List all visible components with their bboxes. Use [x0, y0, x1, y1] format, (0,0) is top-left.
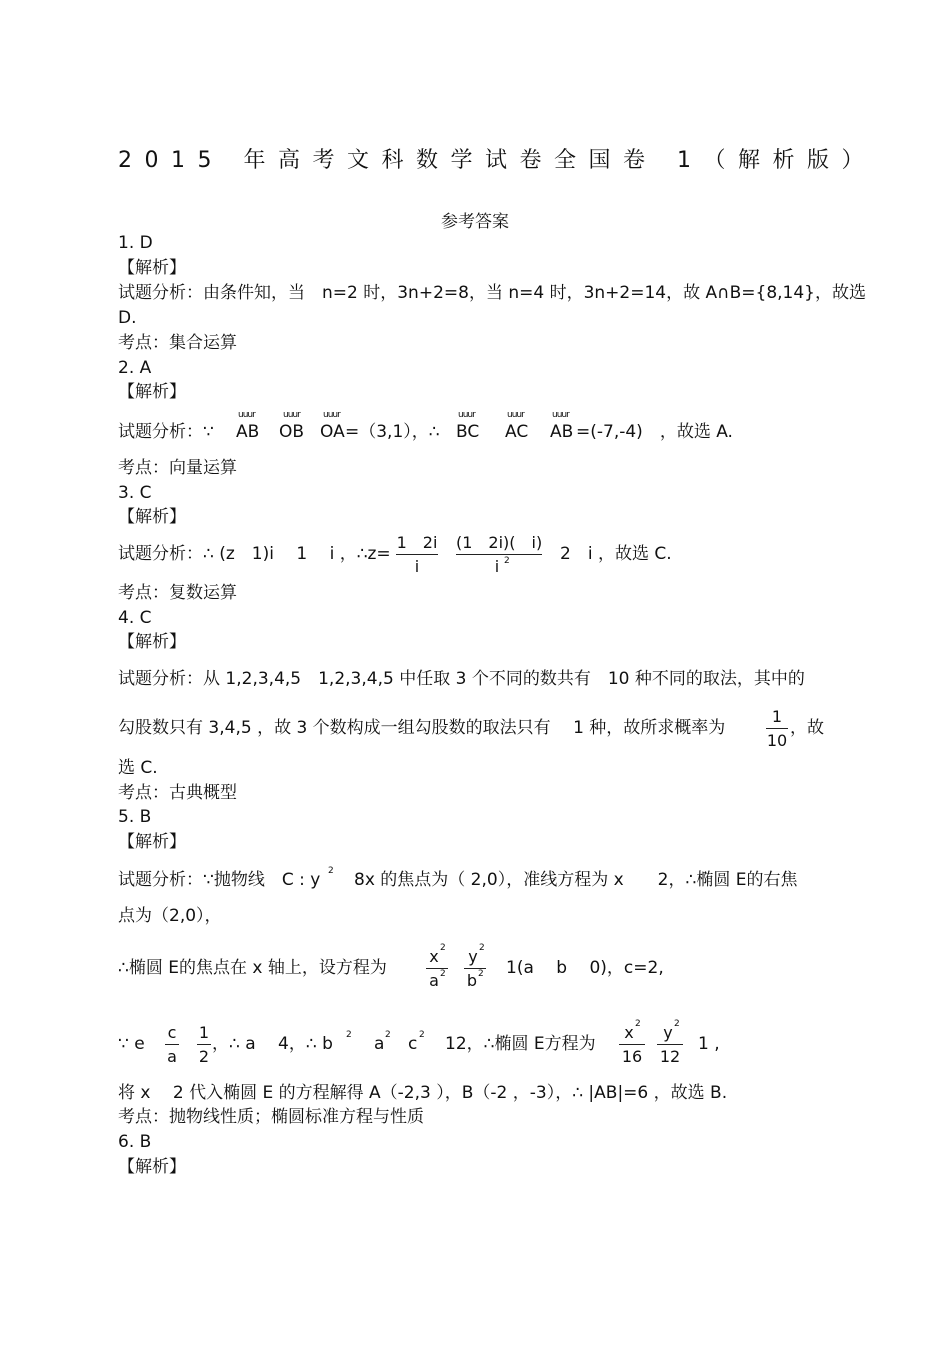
q2-vector-ab-2: AB: [550, 422, 574, 442]
q4-kaodian: 考点：古典概型: [118, 783, 237, 803]
q4-answer: 4. C: [118, 608, 152, 628]
q4-probability-denominator: 10: [766, 731, 788, 750]
q5-analysis-line-4a: ∵ e: [118, 1034, 145, 1054]
q1-analysis: 试题分析：由条件知，当 n=2 时，3n+2=8，当 n=4 时，3n+2=14，故 A∩B={8,14}，故选: [118, 283, 866, 303]
q4-analysis-line-3: 选 C.: [118, 758, 158, 778]
q3-fraction-2-bar: [456, 554, 542, 555]
q5-e-denominator-a: a: [167, 1047, 177, 1066]
q5-eq2-x: x: [624, 1023, 634, 1042]
q2-vector-arrow-3: uuur: [323, 410, 340, 420]
q2-vector-bc: BC: [456, 422, 480, 442]
q3-fraction-1-bar: [396, 554, 438, 555]
q5-analysis-line-1b: 8x 的焦点为（ 2,0），准线方程为 x 2，∴椭圆 E的右焦: [354, 870, 798, 890]
q5-e-bar-1: [165, 1044, 179, 1045]
q2-vector-arrow-1: uuur: [238, 410, 255, 420]
q1-kaodian: 考点：集合运算: [118, 333, 237, 353]
q3-fraction-1-numerator: 1 2i: [396, 533, 438, 552]
q5-parabola-exponent: 2: [328, 866, 334, 876]
q5-kaodian: 考点：抛物线性质；椭圆标准方程与性质: [118, 1107, 424, 1127]
q2-vector-ab: AB: [236, 422, 260, 442]
q5-analysis-line-1a: 试题分析：∵抛物线 C : y: [118, 870, 321, 890]
q6-answer: 6. B: [118, 1132, 152, 1152]
q3-jiexi-label: 【解析】: [118, 507, 186, 527]
q5-analysis-line-4d: c: [408, 1034, 418, 1054]
q3-fraction-2-numerator: (1 2i)( i): [456, 533, 543, 552]
q5-eq1-b: b: [466, 971, 478, 990]
q2-kaodian: 考点：向量运算: [118, 458, 237, 478]
q5-jiexi-label: 【解析】: [118, 832, 186, 852]
q5-e-numerator-1: 1: [198, 1023, 210, 1042]
q5-eq1-b-exponent: 2: [478, 969, 484, 979]
q2-vector-ob: OB: [279, 422, 305, 442]
q5-eq2-16: 16: [621, 1047, 643, 1066]
q5-a-exponent: 2: [385, 1030, 391, 1040]
q3-fraction-2-exponent: 2: [504, 556, 510, 566]
q3-answer: 3. C: [118, 483, 152, 503]
q5-e-denominator-2: 2: [198, 1047, 210, 1066]
q4-probability-bar: [766, 728, 788, 729]
q2-answer: 2. A: [118, 358, 152, 378]
document-title: 2015 年高考文科数学试卷全国卷 1（解析版）: [118, 148, 876, 173]
q5-analysis-line-2: 点为（2,0），: [118, 906, 222, 926]
q5-b-exponent: 2: [346, 1030, 352, 1040]
q3-kaodian: 考点：复数运算: [118, 583, 237, 603]
q5-eq1-x-exponent: 2: [440, 943, 446, 953]
q2-vector-arrow-6: uuur: [552, 410, 569, 420]
q3-fraction-1-denominator: i: [414, 557, 420, 576]
q5-analysis-line-4f: 1 ,: [698, 1034, 720, 1054]
q5-eq2-bar-2: [657, 1044, 683, 1045]
section-heading: 参考答案: [441, 212, 509, 232]
q5-eq2-bar-1: [619, 1044, 645, 1045]
q2-vector-arrow-2: uuur: [283, 410, 300, 420]
q3-analysis-prefix: 试题分析：∴ (z 1)i 1 i ，∴z=: [118, 544, 391, 564]
q3-fraction-2-denominator: i: [494, 557, 500, 576]
q2-analysis-end: =(-7,-4) ，故选 A.: [576, 422, 733, 442]
q5-eq2-y: y: [663, 1023, 673, 1042]
q4-jiexi-label: 【解析】: [118, 632, 186, 652]
q2-vector-oa: OA: [320, 422, 345, 442]
q5-eq2-12: 12: [659, 1047, 681, 1066]
q2-jiexi-label: 【解析】: [118, 382, 186, 402]
q5-eq2-x-exponent: 2: [635, 1019, 641, 1029]
q5-eq1-x: x: [429, 947, 439, 966]
q2-vector-ac: AC: [505, 422, 529, 442]
q2-analysis-prefix: 试题分析：∵: [118, 422, 214, 442]
q5-eq1-y-exponent: 2: [479, 943, 485, 953]
q2-vector-arrow-5: uuur: [507, 410, 524, 420]
q5-c-exponent: 2: [419, 1030, 425, 1040]
q3-analysis-end: 2 i ，故选 C.: [560, 544, 672, 564]
q1-jiexi-label: 【解析】: [118, 258, 186, 278]
q5-answer: 5. B: [118, 807, 152, 827]
q5-eq1-a: a: [429, 971, 439, 990]
q2-vector-arrow-4: uuur: [458, 410, 475, 420]
q5-eq1-a-exponent: 2: [440, 969, 446, 979]
q5-eq1-y: y: [468, 947, 478, 966]
q5-analysis-line-5: 将 x 2 代入椭圆 E 的方程解得 A（-2,3 ），B（-2 ，-3），∴ |AB|=6 ，故选 B.: [118, 1083, 728, 1103]
q5-eq2-y-exponent: 2: [674, 1019, 680, 1029]
q5-analysis-line-3b: 1(a b 0)，c=2,: [506, 958, 664, 978]
q4-probability-numerator: 1: [771, 707, 783, 726]
q1-analysis-cont: D.: [118, 308, 137, 328]
q4-analysis-line-2-end: ，故: [790, 718, 824, 738]
q5-analysis-line-4c: a: [374, 1034, 385, 1054]
q4-analysis-line-1: 试题分析：从 1,2,3,4,5 1,2,3,4,5 中任取 3 个不同的数共有 10 种不同的取法，其中的: [118, 669, 805, 689]
q5-analysis-line-4e: 12，∴椭圆 E方程为: [445, 1034, 596, 1054]
q6-jiexi-label: 【解析】: [118, 1157, 186, 1177]
q5-e-numerator-c: c: [167, 1023, 177, 1042]
q2-analysis-mid: =（3,1），∴: [345, 422, 440, 442]
q4-analysis-line-2: 勾股数只有 3,4,5 ，故 3 个数构成一组勾股数的取法只有 1 种，故所求概率为: [118, 718, 726, 738]
q1-answer: 1. D: [118, 233, 153, 253]
q5-e-bar-2: [197, 1044, 211, 1045]
q5-analysis-line-4b: ，∴ a 4，∴ b: [212, 1034, 333, 1054]
q5-analysis-line-3a: ∴椭圆 E的焦点在 x 轴上，设方程为: [118, 958, 387, 978]
